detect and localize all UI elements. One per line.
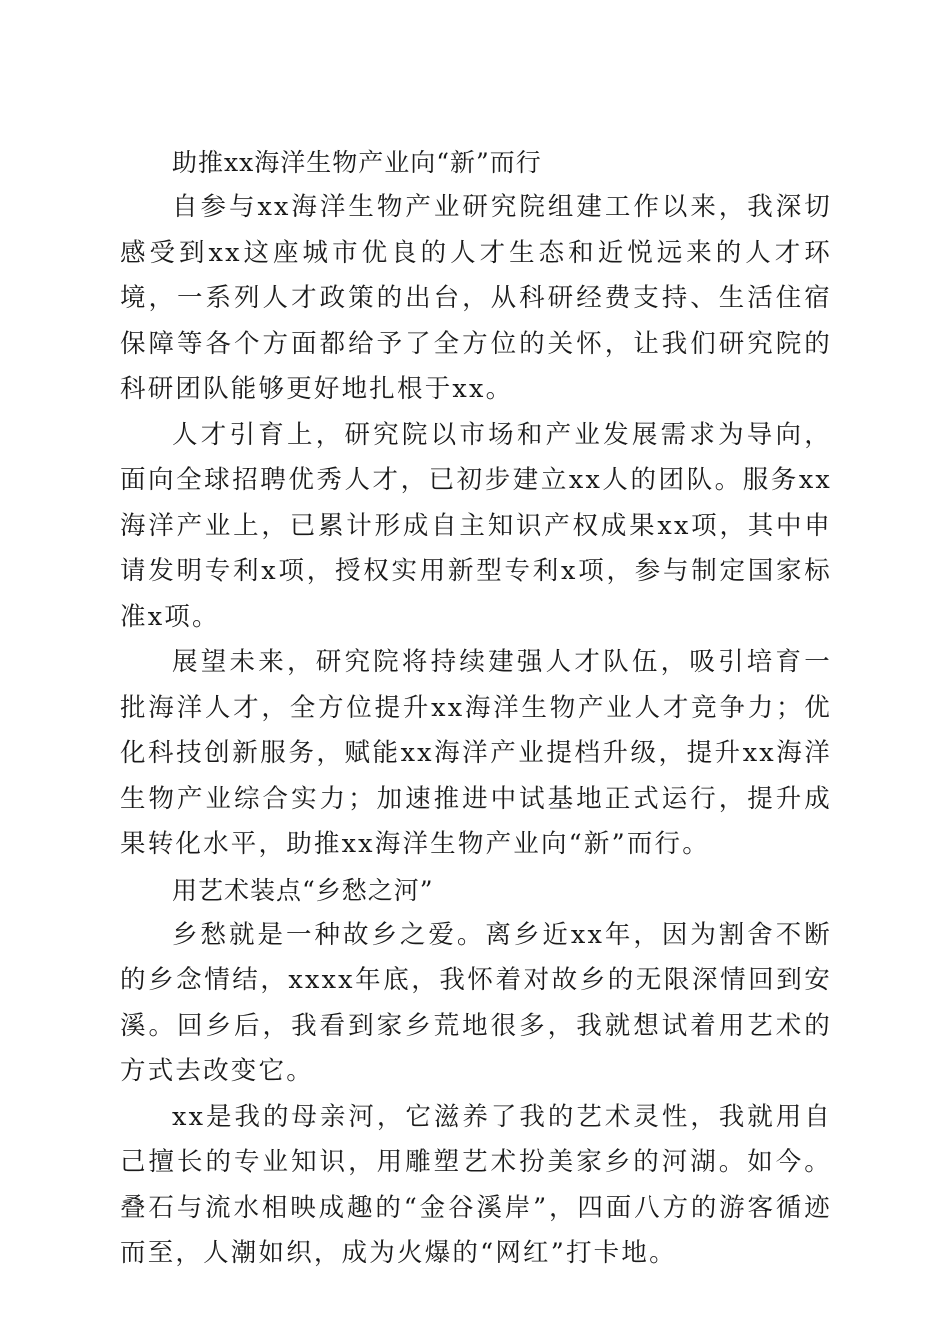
- document-body: [120, 140, 832, 1277]
- section-2-paragraph-2: xx是我的母亲河，它滋养了我的艺术灵性，我就用自己擅长的专业知识，用雕塑艺术扮美家乡的河湖。如今。叠石与流水相映成趣的“金谷溪岸”，四面八方的游客循迹而至，人潮如织，成为火爆的“网红”打卡地。: [120, 1101, 832, 1268]
- section-1-title: 助推xx海洋生物产业向“新”而行: [172, 148, 542, 177]
- section-2-title: 用艺术装点“乡愁之河”: [172, 875, 434, 905]
- section-1-paragraph-2: 人才引育上，研究院以市场和产业发展需求为导向，面向全球招聘优秀人才，已初步建立xx人的团队。服务xx海洋产业上，已累计形成自主知识产权成果xx项，其中申请发明专利x项，授权实用新型专利x项，参与制定国家标准x项。: [120, 419, 832, 632]
- section-1-paragraph-3: 展望未来，研究院将持续建强人才队伍，吸引培育一批海洋人才，全方位提升xx海洋生物产业人才竞争力；优化科技创新服务，赋能xx海洋产业提档升级，提升xx海洋生物产业综合实力；加速推进中试基地正式运行，提升成果转化水平，助推xx海洋生物产业向“新”而行。: [120, 647, 832, 859]
- section-2-paragraph-1: 乡愁就是一种故乡之爱。离乡近xx年，因为割舍不断的乡念情结，xxxx年底，我怀着对故乡的无限深情回到安溪。回乡后，我看到家乡荒地很多，我就想试着用艺术的方式去改变它。: [120, 919, 832, 1086]
- section-1-paragraph-1: 自参与xx海洋生物产业研究院组建工作以来，我深切感受到xx这座城市优良的人才生态和近悦远来的人才环境，一系列人才政策的出台，从科研经费支持、生活住宿保障等各个方面都给予了全方位的关怀，让我们研究院的科研团队能够更好地扎根于xx。: [120, 192, 832, 404]
